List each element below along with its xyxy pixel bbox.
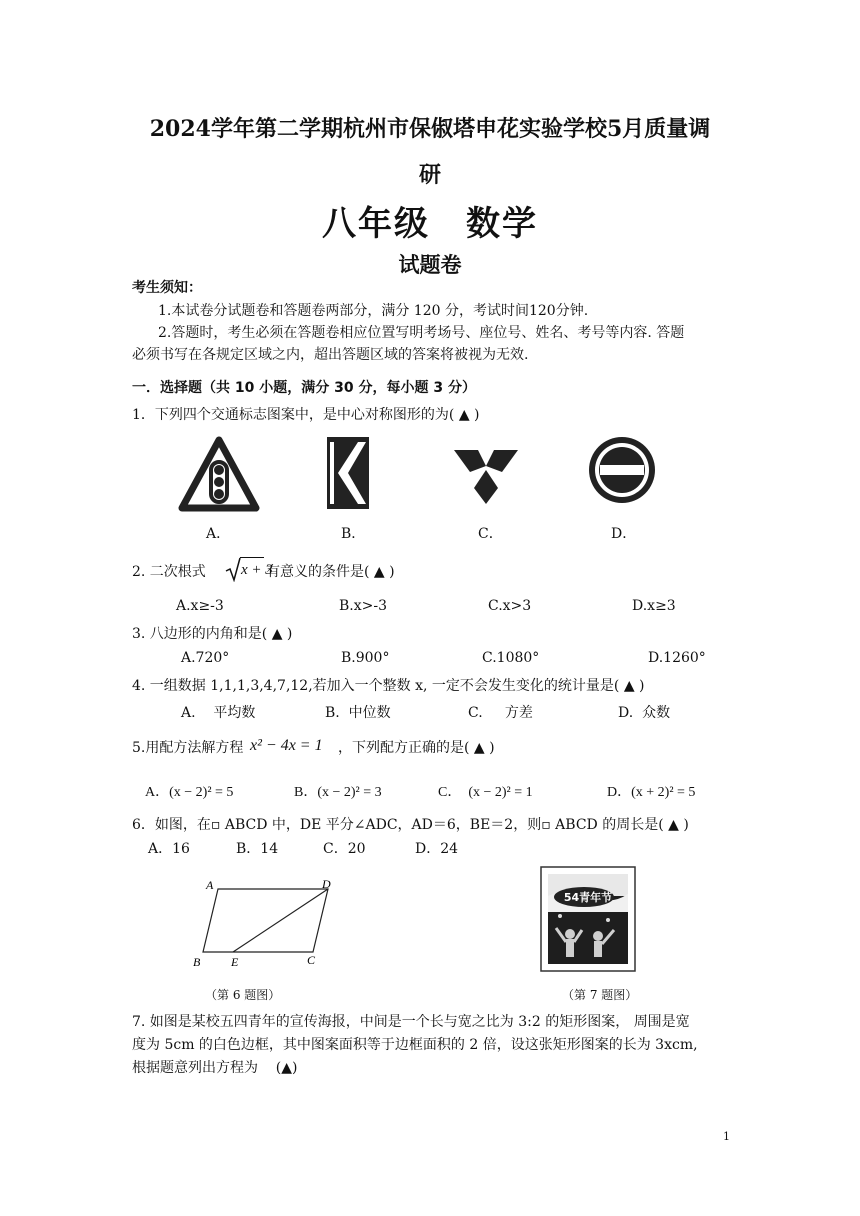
subject-title: 八年级 数学 bbox=[322, 204, 538, 244]
q1-stem: 1．下列四个交通标志图案中，是中心对称图形的为( ▲ ) bbox=[132, 407, 480, 423]
q6-caption: （第 6 题图） bbox=[205, 988, 281, 1002]
q2-option-b: B.x>-3 bbox=[339, 598, 388, 614]
page-number: 1 bbox=[723, 1130, 730, 1143]
notice-item-1: 1.本试卷分试题卷和答题卷两部分，满分 120 分，考试时间120分钟. bbox=[158, 303, 589, 319]
q5-equation: x² − 4x = 1 bbox=[250, 737, 323, 754]
warning-triangle-sign-icon bbox=[178, 436, 260, 512]
q6-stem: 6．如图，在▫ ABCD 中，DE 平分∠ADC，AD＝6，BE＝2，则▫ ABCD 的周长是( ▲ ) bbox=[132, 817, 689, 833]
q4-stem: 4. 一组数据 1,1,1,3,4,7,12,若加入一个整数 x, 一定不会发生变化的统计量是( ▲ ) bbox=[132, 678, 645, 694]
q3-option-c: C.1080° bbox=[482, 650, 540, 666]
vertex-label-e: E bbox=[231, 955, 239, 969]
parallelogram-abcd bbox=[203, 889, 328, 952]
vertex-label-a: A bbox=[206, 878, 214, 892]
q2-stem-prefix: 2. 二次根式 bbox=[132, 564, 206, 580]
q6-option-a: A．16 bbox=[148, 841, 190, 857]
q1-option-a: A． bbox=[206, 526, 231, 542]
parallelogram-figure bbox=[188, 872, 348, 972]
three-diamond-sign-icon bbox=[452, 446, 520, 506]
q7-stem-line1: 7. 如图是某校五四青年的宣传海报，中间是一个长与宽之比为 3:2 的矩形图案， 周围是宽 bbox=[132, 1014, 690, 1030]
no-entry-sign-icon bbox=[586, 434, 658, 506]
exam-title-line1: 2024学年第二学期杭州市保俶塔申花实验学校5月质量调 bbox=[149, 116, 711, 142]
q1-option-b: B． bbox=[341, 526, 366, 542]
paper-type: 试题卷 bbox=[398, 253, 462, 277]
q7-stem-line3: 根据题意列出方程为 (▲) bbox=[132, 1060, 298, 1076]
q5-option-a: A．(x − 2)² = 5 bbox=[145, 785, 234, 800]
notice-item-2-line1: 2.答题时，考生必须在答题卷相应位置写明考场号、座位号、姓名、考号等内容. 答题 bbox=[158, 325, 685, 341]
notice-heading: 考生须知： bbox=[132, 280, 202, 296]
chevron-left-sign-icon bbox=[326, 436, 370, 510]
q7-caption: （第 7 题图） bbox=[562, 988, 638, 1002]
q4-option-d: D. 众数 bbox=[618, 705, 671, 721]
vertex-label-b: B bbox=[193, 955, 201, 969]
q3-stem: 3. 八边形的内角和是( ▲ ) bbox=[132, 626, 293, 642]
q1-option-c: C． bbox=[478, 526, 503, 542]
vertex-label-c: C bbox=[307, 953, 316, 967]
poster-text: 54青年节 bbox=[563, 891, 613, 904]
youth-day-poster-image bbox=[540, 866, 636, 972]
q5-option-b: B．(x − 2)² = 3 bbox=[294, 785, 382, 800]
q4-option-a: A. 平均数 bbox=[181, 705, 256, 721]
q5-stem-prefix: 5.用配方法解方程 bbox=[132, 740, 244, 756]
q1-option-d: D． bbox=[611, 526, 637, 542]
q5-option-c: C． (x − 2)² = 1 bbox=[438, 785, 533, 800]
q3-option-d: D.1260° bbox=[648, 650, 706, 666]
q4-option-c: C. 方差 bbox=[468, 705, 533, 721]
q2-radicand: x + 3 bbox=[241, 562, 273, 578]
q6-option-b: B．14 bbox=[236, 841, 279, 857]
q7-stem-line2: 度为 5cm 的白色边框，其中图案面积等于边框面积的 2 倍，设这张矩形图案的长为 3xcm, bbox=[132, 1037, 698, 1053]
q2-stem-suffix: 有意义的条件是( ▲ ) bbox=[266, 564, 395, 580]
q2-option-d: D.x≥3 bbox=[632, 598, 676, 614]
q2-option-a: A.x≥-3 bbox=[176, 598, 224, 614]
q5-option-d: D．(x + 2)² = 5 bbox=[607, 785, 696, 800]
q3-option-b: B.900° bbox=[341, 650, 390, 666]
q6-option-c: C．20 bbox=[323, 841, 366, 857]
vertex-label-d: D bbox=[322, 877, 331, 891]
exam-title-line2: 研 bbox=[418, 162, 441, 188]
q2-option-c: C.x>3 bbox=[488, 598, 532, 614]
q6-option-d: D．24 bbox=[415, 841, 459, 857]
square-root-icon bbox=[225, 556, 241, 582]
q4-option-b: B. 中位数 bbox=[325, 705, 391, 721]
section-heading: 一．选择题（共 10 小题，满分 30 分，每小题 3 分） bbox=[132, 380, 476, 396]
q3-option-a: A.720° bbox=[181, 650, 230, 666]
q5-stem-suffix: ，下列配方正确的是( ▲ ) bbox=[338, 740, 495, 756]
segment-de bbox=[233, 889, 328, 952]
notice-item-2-line2: 必须书写在各规定区域之内，超出答题区域的答案将被视为无效. bbox=[132, 347, 529, 363]
